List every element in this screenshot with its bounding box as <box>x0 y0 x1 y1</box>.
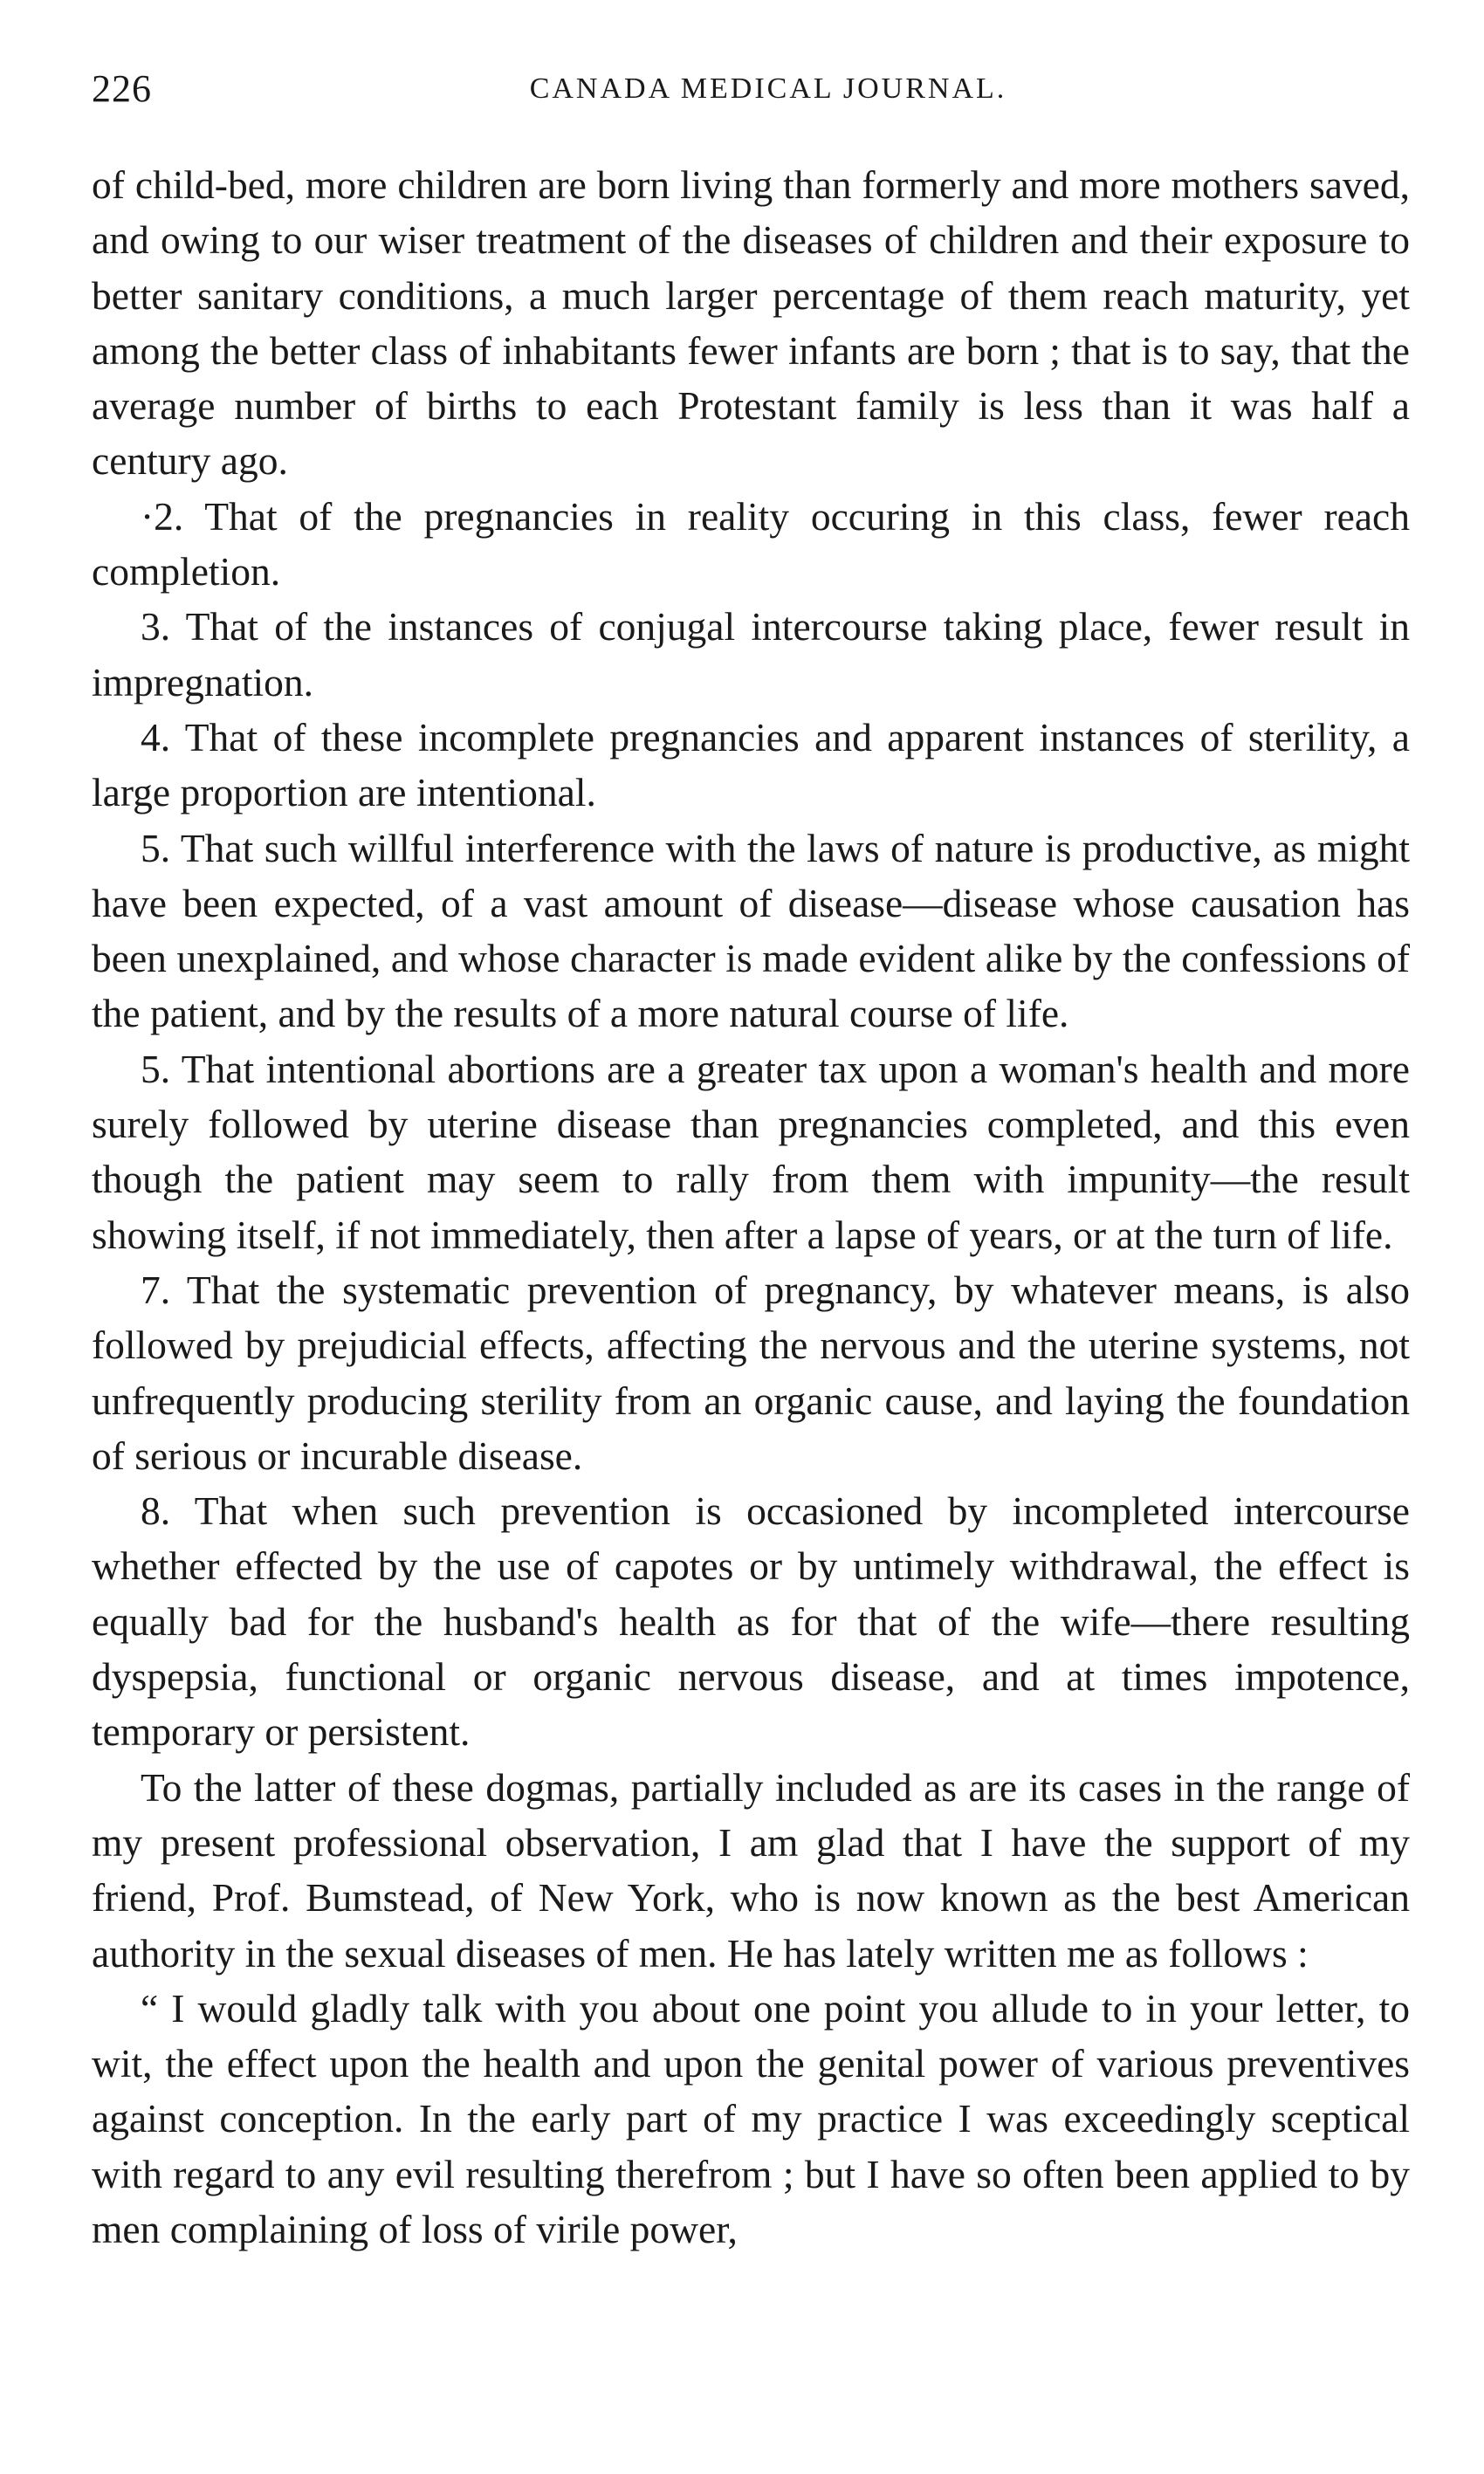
paragraph-point-8: 8. That when such prevention is occasioned by incompleted intercourse whether effected by the use of capotes or by untimely withdrawal, the effect is equally bad for the husband's health as for that of the wife—there resulting dyspepsia, functional or organic nervous disease, and at times impotence, temporary or persistent. <box>92 1488 1410 1755</box>
body-text <box>92 157 1410 2257</box>
paragraph-point-2: ·2. That of the pregnancies in reality occuring in this class, fewer reach completion. <box>92 493 1410 594</box>
paragraph-point-4: 4. That of these incomplete pregnancies and apparent instances of sterility, a large proportion are intentional. <box>92 714 1410 815</box>
paragraph-quotation: “ I would gladly talk with you about one point you allude to in your letter, to wit, the effect upon the health and upon the genital power of various preventives against conception. In the early part of my practice I was exceedingly sceptical with regard to any evil resulting therefrom ; but I have so often been applied to by men complaining of loss of virile power, <box>92 1985 1410 2251</box>
paragraph-point-3: 3. That of the instances of conjugal intercourse taking place, fewer result in impregnation. <box>92 604 1410 704</box>
paragraph-continued: of child-bed, more children are born living than formerly and more mothers saved, and owing to our wiser treatment of the diseases of children and their exposure to better sanitary conditions, a much larger percentage of them reach maturity, yet among the better class of inhabitants fewer infants are born ; that is to say, that the average number of births to each Protestant family is less than it was half a century ago. <box>92 162 1410 484</box>
paragraph-bumstead-intro: To the latter of these dogmas, partially included as are its cases in the range of my present professional observation, I am glad that I have the support of my friend, Prof. Bumstead, of New York, who is now known as the best American authority in the sexual diseases of men. He has lately written me as follows : <box>92 1764 1410 1976</box>
paragraph-point-6: 5. That intentional abortions are a greater tax upon a woman's health and more surely followed by uterine disease than pregnancies completed, and this even though the patient may seem to rally from them with impunity—the result showing itself, if not immediately, then after a lapse of years, or at the turn of life. <box>92 1046 1410 1257</box>
page-number: 226 <box>92 67 152 110</box>
paragraph-point-5: 5. That such willful interference with the laws of nature is productive, as might have been expected, of a vast amount of disease—disease whose causation has been unexplained, and whose character is made evident alike by the confessions of the patient, and by the results of a more natural course of life. <box>92 825 1410 1036</box>
paragraph-point-7: 7. That the systematic prevention of pregnancy, by whatever means, is also followed by prejudicial effects, affecting the nervous and the uterine systems, not unfrequently producing sterility from an organic cause, and laying the foundation of serious or incurable disease. <box>92 1267 1410 1478</box>
running-head <box>92 63 1410 115</box>
journal-title: CANADA MEDICAL JOURNAL. <box>529 72 1007 105</box>
